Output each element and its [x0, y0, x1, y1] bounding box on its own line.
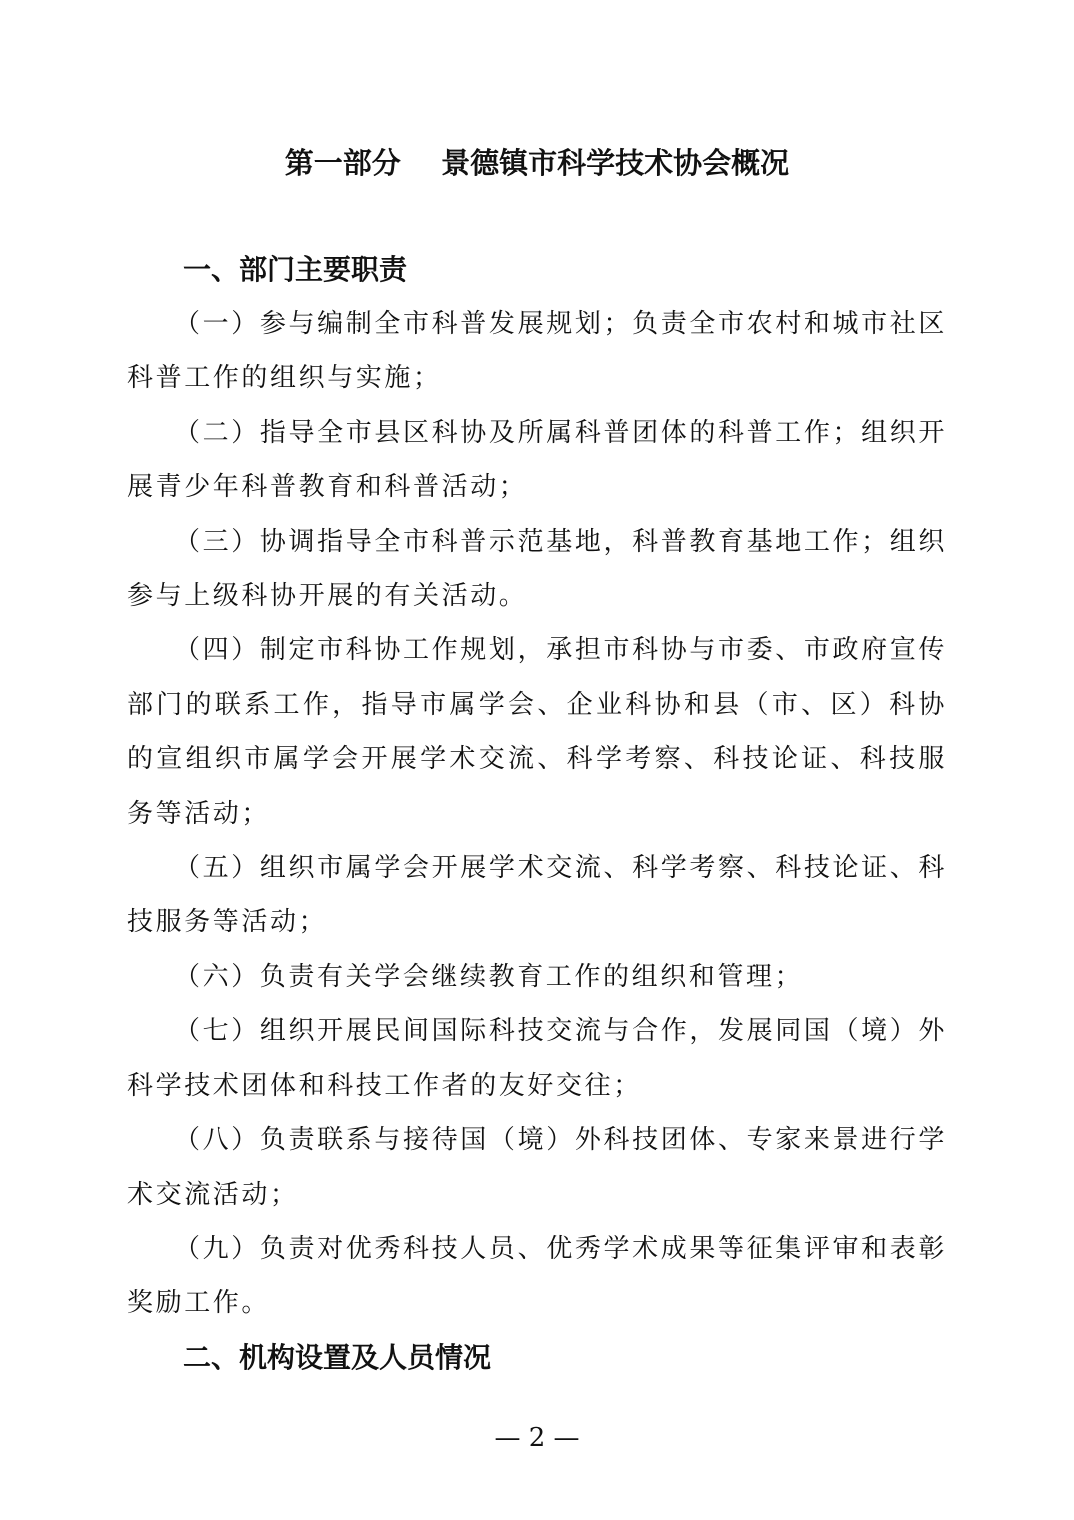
- page-number: — 2 —: [494, 1423, 580, 1453]
- page-title: 第一部分 景德镇市科学技术协会概况: [284, 146, 790, 180]
- duty-paragraph-2: （二）指导全市县区科协及所属科普团体的科普工作；组织开展青少年科普教育和科普活动；: [127, 417, 947, 503]
- duty-paragraph-3: （三）协调指导全市科普示范基地，科普教育基地工作；组织参与上级科协开展的有关活动。: [127, 526, 947, 612]
- duty-paragraph-8: （八）负责联系与接待国（境）外科技团体、专家来景进行学术交流活动；: [127, 1125, 947, 1210]
- section-heading-organization: 二、机构设置及人员情况: [183, 1340, 492, 1374]
- section-heading-duties: 一、部门主要职责: [183, 253, 408, 286]
- duty-paragraph-6: （六）负责有关学会继续教育工作的组织和管理；: [174, 961, 804, 992]
- duty-paragraph-7: （七）组织开展民间国际科技交流与合作，发展同国（境）外科学技术团体和科技工作者的友好交往；: [127, 1016, 947, 1101]
- duty-paragraph-9: （九）负责对优秀科技人员、优秀学术成果等征集评审和表彰奖励工作。: [127, 1233, 947, 1319]
- duty-paragraph-4: （四）制定市科协工作规划，承担市科协与市委、市政府宣传部门的联系工作，指导市属学会、企业科协和县（市、区）科协的宣组织市属学会开展学术交流、科学考察、科技论证、科技服务等活动；: [127, 635, 947, 829]
- document-body: [127, 243, 947, 1385]
- duty-paragraph-1: （一）参与编制全市科普发展规划；负责全市农村和城市社区科普工作的组织与实施；: [127, 309, 947, 394]
- duty-paragraph-5: （五）组织市属学会开展学术交流、科学考察、科技论证、科技服务等活动；: [127, 853, 947, 938]
